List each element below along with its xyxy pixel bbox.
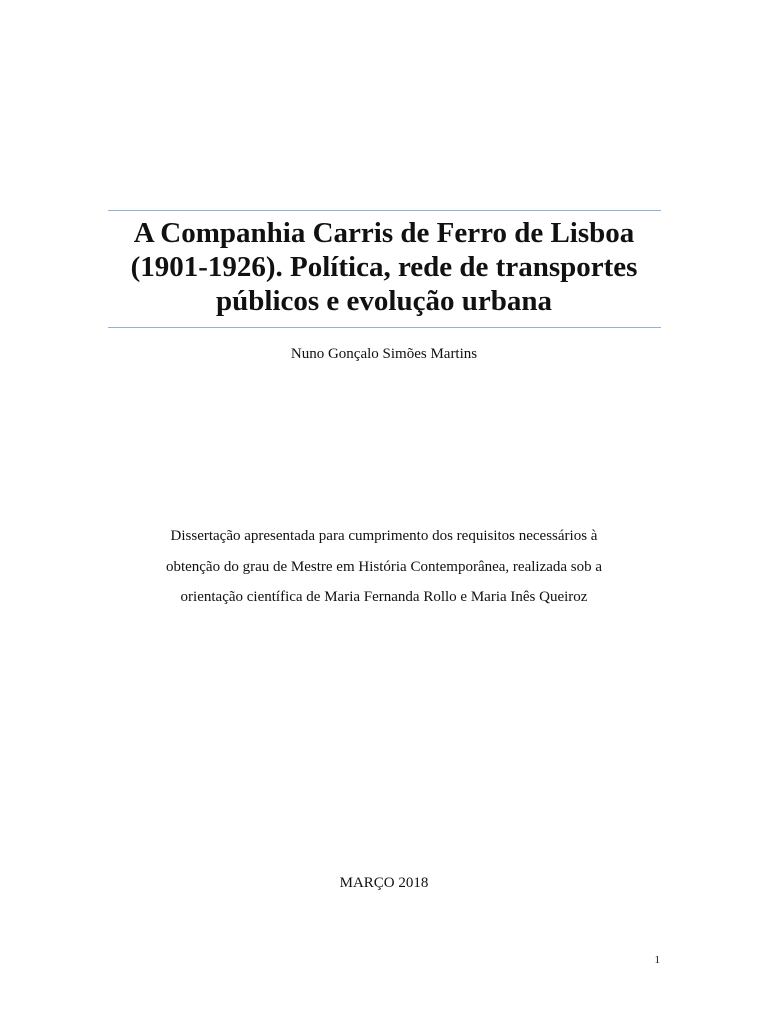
submission-date: MARÇO 2018 bbox=[339, 875, 429, 891]
description-line-2: obtenção do grau de Mestre em História Contemporânea, realizada sob a bbox=[165, 558, 603, 575]
title-line-2: (1901-1926). Política, rede de transportes bbox=[130, 251, 638, 283]
description-line-1: Dissertação apresentada para cumprimento dos requisitos necessários à bbox=[170, 528, 598, 544]
title-top-rule bbox=[108, 210, 661, 211]
title-line-1: A Companhia Carris de Ferro de Lisboa bbox=[133, 217, 635, 249]
description-line-3: orientação científica de Maria Fernanda Rollo e Maria Inês Queiroz bbox=[180, 589, 588, 605]
document-title bbox=[100, 216, 668, 318]
author-name: Nuno Gonçalo Simões Martins bbox=[290, 346, 478, 362]
dissertation-description bbox=[100, 521, 668, 613]
page-number: 1 bbox=[654, 954, 660, 966]
title-bottom-rule bbox=[108, 327, 661, 328]
title-line-3: públicos e evolução urbana bbox=[216, 285, 552, 317]
